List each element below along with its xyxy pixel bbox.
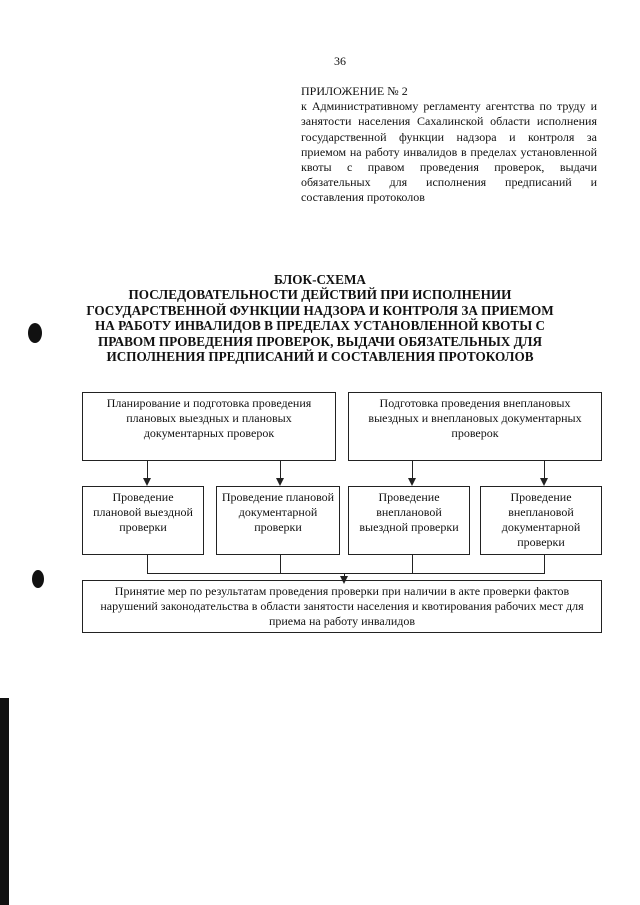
punch-hole-mark	[32, 570, 44, 588]
connector-line	[147, 573, 545, 574]
connector-line	[280, 555, 281, 574]
page-number: 36	[334, 54, 346, 68]
document-title	[60, 272, 580, 364]
flow-box-measures: Принятие мер по результатам проведения проверки при наличии в акте проверки фактов нарушений законодательства в области занятости населения и квотирования рабочих мест для приема на работу инвалидов	[82, 580, 602, 633]
arrow-head-icon	[540, 478, 548, 486]
scan-edge-mark	[0, 698, 9, 905]
flow-box-planned-onsite: Проведение плановой выездной проверки	[82, 486, 204, 555]
arrow-head-icon	[408, 478, 416, 486]
connector-line	[412, 461, 413, 479]
appendix-title: ПРИЛОЖЕНИЕ № 2	[301, 84, 408, 98]
flow-box-unplanned-documentary: Проведение внеплановой документарной проверки	[480, 486, 602, 555]
flow-box-unplanned-preparation: Подготовка проведения внеплановых выездных и внеплановых документарных проверок	[348, 392, 602, 461]
connector-line	[412, 555, 413, 574]
connector-line	[544, 461, 545, 479]
connector-line	[147, 555, 148, 574]
flow-box-planned-preparation: Планирование и подготовка проведения плановых выездных и плановых документарных проверок	[82, 392, 336, 461]
title-line-2: ПОСЛЕДОВАТЕЛЬНОСТИ ДЕЙСТВИЙ ПРИ ИСПОЛНЕНИИ	[128, 287, 512, 303]
arrow-head-icon	[143, 478, 151, 486]
title-line-4: НА РАБОТУ ИНВАЛИДОВ В ПРЕДЕЛАХ УСТАНОВЛЕННОЙ КВОТЫ С	[94, 318, 545, 334]
connector-line	[280, 461, 281, 479]
title-line-6: ИСПОЛНЕНИЯ ПРЕДПИСАНИЙ И СОСТАВЛЕНИЯ ПРОТОКОЛОВ	[106, 349, 534, 365]
title-line-5: ПРАВОМ ПРОВЕДЕНИЯ ПРОВЕРОК, ВЫДАЧИ ОБЯЗАТЕЛЬНЫХ ДЛЯ	[97, 333, 543, 349]
connector-line	[544, 555, 545, 574]
punch-hole-mark	[28, 323, 42, 343]
connector-line	[147, 461, 148, 479]
title-line-1: БЛОК-СХЕМА	[274, 272, 366, 287]
arrow-head-icon	[276, 478, 284, 486]
flow-box-unplanned-onsite: Проведение внеплановой выездной проверки	[348, 486, 470, 555]
flow-box-planned-documentary: Проведение плановой документарной проверки	[216, 486, 340, 555]
appendix-header	[301, 84, 597, 206]
appendix-text: к Административному регламенту агентства по труду и занятости населения Сахалинской области исполнения государственной функции надзора и контроля за приемом на работу инвалидов в пределах установленной квоты с правом проведения проверок, выдачи обязательных для исполнения предписаний и составления протоколов	[301, 99, 597, 205]
title-line-3: ГОСУДАРСТВЕННОЙ ФУНКЦИИ НАДЗОРА И КОНТРОЛЯ ЗА ПРИЕМОМ	[86, 302, 554, 318]
